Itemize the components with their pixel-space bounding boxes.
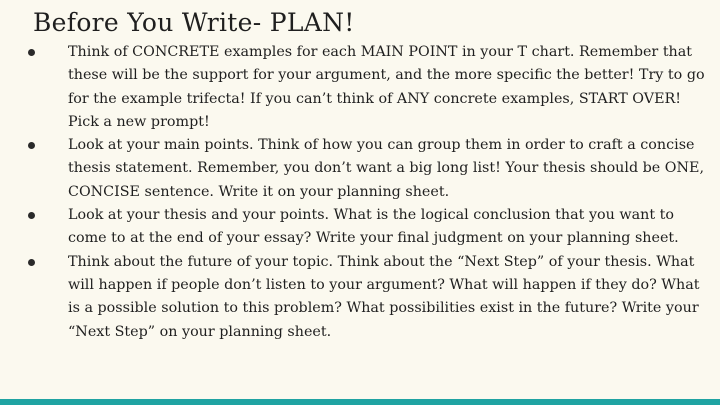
bullet-text: Think about the future of your topic. Think about the “Next Step” of your thesis. What will happen if people don’t listen to your argument? What will happen if they do? What is a possible solution to this problem? What possibilities exist in the future? Write your “Next Step” on your planning sheet. (68, 253, 700, 340)
bullet-item-concrete-examples (22, 41, 712, 134)
bullet-dot-icon (28, 49, 35, 56)
bullet-dot-icon (28, 259, 35, 266)
bullet-item-thesis (22, 134, 712, 204)
bullet-item-next-step (22, 251, 712, 344)
accent-bar (0, 399, 720, 405)
bullet-text: Think of CONCRETE examples for each MAIN POINT in your T chart. Remember that these will be the support for your argument, and the more specific the better! Try to go for the example trifecta! If you can’t think of ANY concrete examples, START OVER! Pick a new prompt! (68, 44, 705, 130)
bullet-dot-icon (28, 142, 35, 149)
bullet-text: Look at your main points. Think of how you can group them in order to craft a concise thesis statement. Remember, you don’t want a big long list! Your thesis should be ONE, CONCISE sentence. Write it on your planning sheet. (68, 137, 705, 200)
bullet-item-conclusion (22, 204, 712, 251)
bullet-text: Look at your thesis and your points. What is the logical conclusion that you want to come to at the end of your essay? Write your final judgment on your planning sheet. (68, 207, 679, 247)
bullet-dot-icon (28, 212, 35, 219)
bullet-list (22, 41, 712, 344)
slide-title: Before You Write- PLAN! (33, 8, 355, 37)
